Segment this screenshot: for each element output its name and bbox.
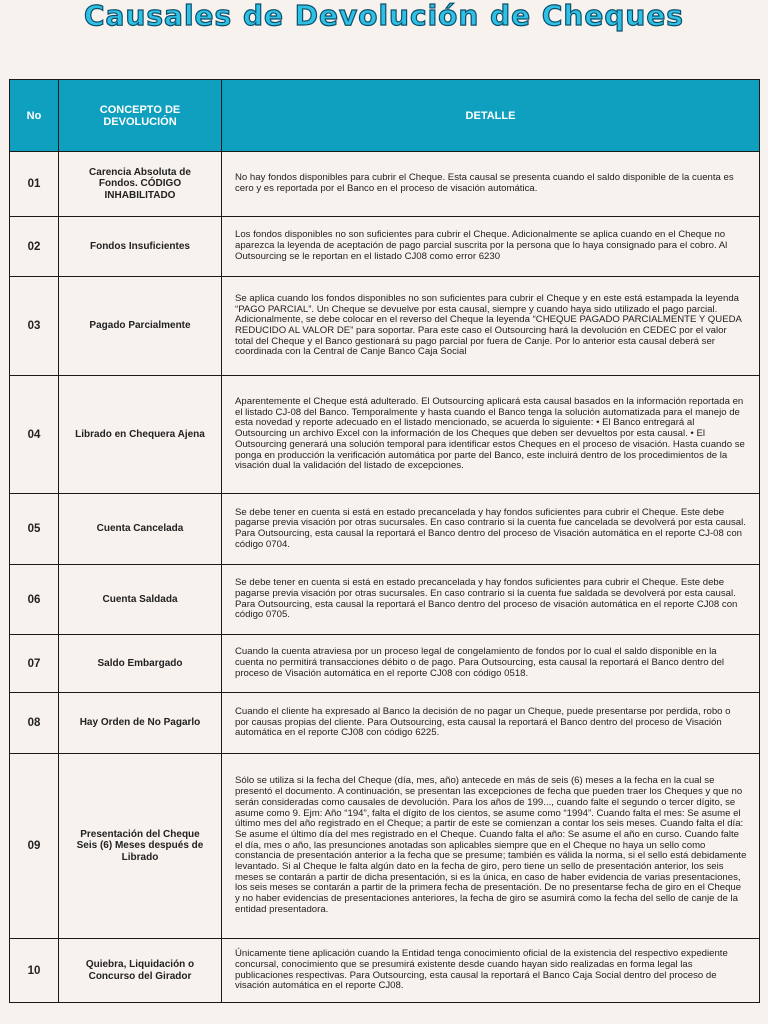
row-concept: Cuenta Cancelada — [59, 494, 222, 565]
row-detail: Sólo se utiliza si la fecha del Cheque (día, mes, año) antecede en más de seis (6) meses a la fecha en la cual se presentó el documento. A continuación, se presentan las excepciones de fecha que pueden traer los Cheques y que no serán consideradas como causales de devolución. Para los años de 199..., cuando falte el segundo o tercer dígito, se asume como 9. Ejm: Año “194”, falta el dígito de los cientos, se asume como “1994”. Cuando falta el mes: Se asume el último mes del año registrado en el Cheque; a partir de este se comienzan a contar los seis meses. Cuando falta el día: Se asume el último día del mes registrado en el Cheque. Cuando falta el año: Se asume el año en curso. Cuando falte el día, mes o año, las presunciones anotadas son aplicables siempre que en el Cheque no haya un sello como constancia de presentación anterior a la fecha que se presume; también es válida la norma, si el sello está debidamente levantado. Si al Cheque le falta algún dato en la fecha de giro, pero tiene un sello de presentación anterior, los seis meses se contarán a partir de dicha presentación, si es la única, en caso de haber evidencia de varias presentaciones, los seis meses se contarán a partir de la primera fecha de presentación. De no presentarse fecha de giro en el Cheque y no haber evidencias de presentaciones anteriores, la fecha de giro se asumirá como la fecha del sello de canje de la entidad presentadora. — [222, 754, 760, 939]
row-detail: Aparentemente el Cheque está adulterado. El Outsourcing aplicará esta causal basados en la información reportada en el listado CJ-08 del Banco. Temporalmente y hasta cuando el Banco tenga la solución automatizada para el manejo de esta novedad y reporte adecuado en el listado mencionado, se acuerda lo siguiente: • El Banco entregará al Outsourcing un archivo Excel con la información de los Cheques que deben ser devueltos por esta causal. • El Outsourcing generará una solución temporal para identificar estos Cheques en el proceso de visación. Hasta cuando se ponga en producción la verificación automática por parte del Banco, este incluirá dentro de los procedimientos de la visación dual la validación del listado de excepciones. — [222, 376, 760, 494]
row-number: 04 — [10, 376, 59, 494]
row-detail: Únicamente tiene aplicación cuando la Entidad tenga conocimiento oficial de la existencia del respectivo expediente concursal, conocimiento que se presumirá existente desde cuando hayan sido realizadas en forma legal las publicaciones respectivas. Para Outsourcing, esta causal la reportará el Banco Caja Social dentro del proceso de visación automática en el reporte CJ08. — [222, 939, 760, 1003]
row-concept: Cuenta Saldada — [59, 565, 222, 635]
table-row — [10, 217, 760, 277]
row-detail: No hay fondos disponibles para cubrir el Cheque. Esta causal se presenta cuando el saldo disponible de la cuenta es cero y es reportada por el Banco en el proceso de visación automática. — [222, 152, 760, 217]
row-number: 02 — [10, 217, 59, 277]
row-detail: Los fondos disponibles no son suficientes para cubrir el Cheque. Adicionalmente se aplica cuando en el Cheque no aparezca la leyenda de aceptación de pago parcial suscrita por la persona que lo haya consignado para el cobro. Al Outsourcing se le reportan en el listado CJ08 como error 6230 — [222, 217, 760, 277]
header-detail: DETALLE — [222, 80, 760, 152]
table-row — [10, 152, 760, 217]
row-detail: Se debe tener en cuenta si está en estado precancelada y hay fondos suficientes para cubrir el Cheque. Este debe pagarse previa visación por otras sucursales. En caso contrario si la cuenta fue cancelada se devolverá por esta causal. Para Outsourcing, esta causal la reportará el Banco dentro del proceso de Visación automática en el reporte CJ-08 con código 0704. — [222, 494, 760, 565]
table-row — [10, 754, 760, 939]
row-concept: Fondos Insuficientes — [59, 217, 222, 277]
row-concept: Presentación del Cheque Seis (6) Meses después de Librado — [59, 754, 222, 939]
row-number: 10 — [10, 939, 59, 1003]
returns-table — [9, 79, 760, 1003]
page-title: Causales de Devolución de Cheques — [84, 0, 684, 32]
table-header-row — [10, 80, 760, 152]
table-row — [10, 277, 760, 376]
table-row — [10, 494, 760, 565]
row-number: 07 — [10, 635, 59, 693]
row-concept: Carencia Absoluta de Fondos. CÓDIGO INHABILITADO — [59, 152, 222, 217]
row-number: 01 — [10, 152, 59, 217]
row-detail: Se debe tener en cuenta si está en estado precancelada y hay fondos suficientes para cubrir el Cheque. Este debe pagarse previa visación por otras sucursales. En caso contrario si la cuenta fue saldada se devolverá por esta causal. Para Outsourcing, esta causal la reportará el Banco dentro del proceso de visación automática en el reporte CJ08 con código 0705. — [222, 565, 760, 635]
table-row — [10, 565, 760, 635]
row-number: 09 — [10, 754, 59, 939]
row-number: 08 — [10, 693, 59, 754]
row-number: 05 — [10, 494, 59, 565]
row-detail: Cuando el cliente ha expresado al Banco la decisión de no pagar un Cheque, puede presentarse por perdida, robo o por causas propias del cliente. Para Outsourcing, esta causal la reportará el Banco dentro del proceso de Visación automática en el reporte CJ08 con código 6225. — [222, 693, 760, 754]
header-no: No — [10, 80, 59, 152]
row-concept: Saldo Embargado — [59, 635, 222, 693]
row-number: 03 — [10, 277, 59, 376]
row-detail: Se aplica cuando los fondos disponibles no son suficientes para cubrir el Cheque y en este está estampada la leyenda “PAGO PARCIAL”. Un Cheque se devuelve por esta causal, siempre y cuando haya sido utilizado el pago parcial. Adicionalmente, se debe colocar en el reverso del Cheque la leyenda “CHEQUE PAGADO PARCIALMENTE Y QUEDA REDUCIDO AL VALOR DE” para soportar. Para este caso el Outsourcing hará la devolución en CEDEC por el valor total del Cheque y el Banco gestionará su pago parcial por fuera de Canje. Por lo anterior esta causal deberá ser coordinada con la Central de Canje Banco Caja Social — [222, 277, 760, 376]
table-row — [10, 939, 760, 1003]
header-concept: CONCEPTO DE DEVOLUCIÓN — [59, 80, 222, 152]
row-concept: Quiebra, Liquidación o Concurso del Girador — [59, 939, 222, 1003]
row-concept: Librado en Chequera Ajena — [59, 376, 222, 494]
table-row — [10, 693, 760, 754]
row-concept: Hay Orden de No Pagarlo — [59, 693, 222, 754]
row-detail: Cuando la cuenta atraviesa por un proceso legal de congelamiento de fondos por lo cual el saldo disponible en la cuenta no permitirá transacciones débito o de pago. Para Outsourcing, esta causal la reportará el Banco dentro del proceso de Visación automática en el reporte CJ08 con código 0518. — [222, 635, 760, 693]
table-row — [10, 376, 760, 494]
table-row — [10, 635, 760, 693]
row-number: 06 — [10, 565, 59, 635]
row-concept: Pagado Parcialmente — [59, 277, 222, 376]
